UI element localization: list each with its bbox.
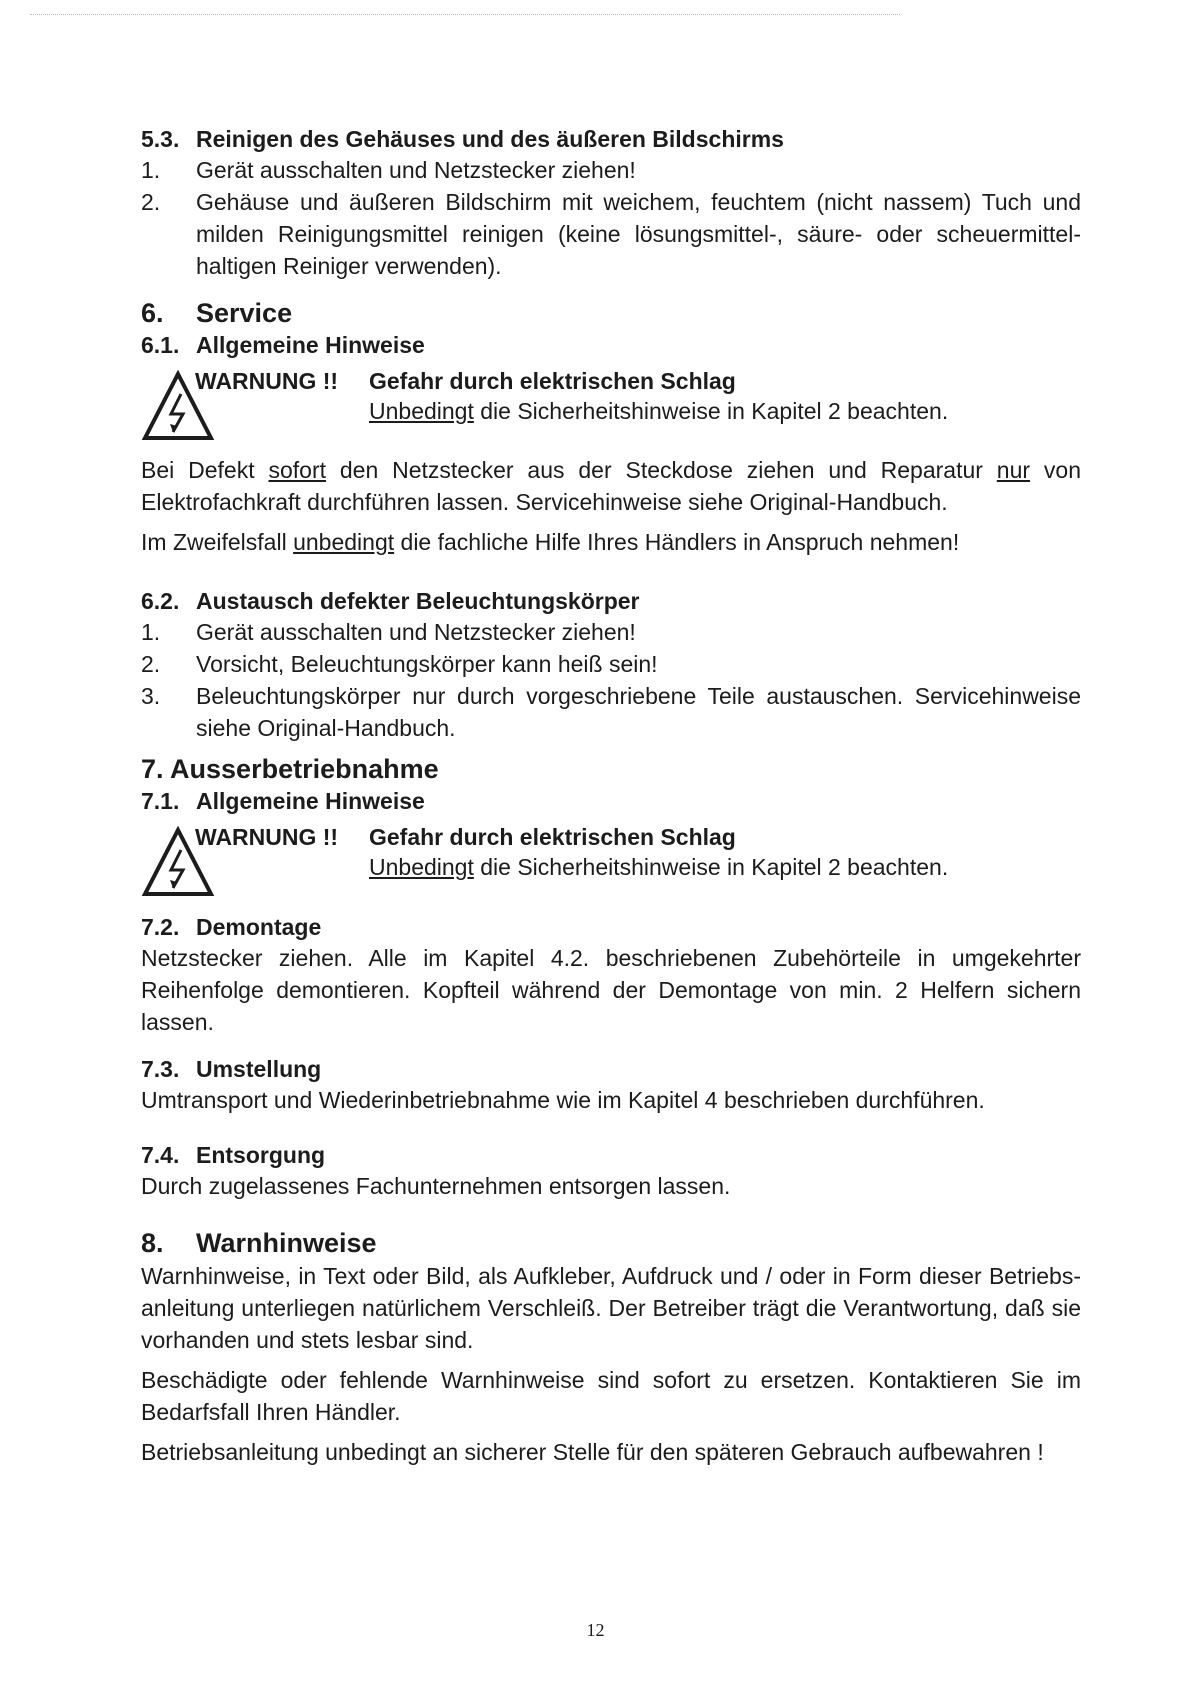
section-7-4-text: Durch zugelassenes Fachunternehmen entsorgen lassen. xyxy=(141,1173,731,1199)
section-6-paragraph-1: Bei Defekt sofort den Netzstecker aus der Steckdose ziehen und Reparatur nur von Elektrofachkraft durchführen lassen. Servicehinweise siehe Original-Handbuch. xyxy=(141,457,1082,515)
list-item: 2. Gehäuse und äußeren Bildschirm mit weichem, feuchtem (nicht nassem) Tuch und milden Reinigungsmittel reinigen (keine lösungsmittel-, säure- oder scheuermittel-haltigen Reiniger verwenden). xyxy=(141,189,1081,279)
section-6-heading: 6. Service xyxy=(141,298,293,328)
section-5-3 xyxy=(141,124,1081,282)
section-8-heading: 8. Warnhinweise xyxy=(141,1228,377,1258)
section-7-3-heading: 7.3. Umstellung xyxy=(141,1056,322,1082)
warning-box-6 xyxy=(141,366,1081,446)
section-7-2-text: Netzstecker ziehen. Alle im Kapitel 4.2. beschriebenen Zubehörteile in umgekehrter Reihenfolge demontieren. Kopfteil während der Demontage von min. 2 Helfern sichern lassen. xyxy=(141,945,1081,1035)
section-5-3-heading: 5.3. Reinigen des Gehäuses und des äußeren Bildschirms xyxy=(141,126,784,152)
section-7-4 xyxy=(141,1140,1081,1202)
section-7-2-heading: 7.2. Demontage xyxy=(141,914,322,940)
warning-title: Gefahr durch elektrischen Schlag xyxy=(369,368,736,394)
section-8-paragraph-2: Beschädigte oder fehlende Warnhinweise sind sofort zu ersetzen. Kontaktieren Sie im Bedarfsfall Ihren Händler. xyxy=(141,1367,1081,1425)
section-6-2 xyxy=(141,586,1081,744)
section-8-paragraph-3: Betriebsanleitung unbedingt an sicherer Stelle für den späteren Gebrauch aufbewahren ! xyxy=(141,1439,1044,1465)
section-6-2-heading: 6.2. Austausch defekter Beleuchtungskörper xyxy=(141,588,640,614)
section-6 xyxy=(141,296,1081,360)
section-8-paragraph-1: Warnhinweise, in Text oder Bild, als Aufkleber, Aufdruck und / oder in Form dieser Betriebs-anleitung unterliegen natürlichem Verschleiß. Der Betreiber trägt die Verantwortung, daß sie vorhanden und stets lesbar sind. xyxy=(141,1263,1081,1353)
list-item: 1. Gerät ausschalten und Netzstecker ziehen! xyxy=(141,619,636,645)
list-item: 2. Vorsicht, Beleuchtungskörper kann heiß sein! xyxy=(141,651,658,677)
section-7-heading: 7. Ausserbetriebnahme xyxy=(141,754,439,784)
page-number: 12 xyxy=(586,1620,605,1640)
section-7-3-text: Umtransport und Wiederinbetriebnahme wie im Kapitel 4 beschrieben durchführen. xyxy=(141,1087,985,1113)
warning-title: Gefahr durch elektrischen Schlag xyxy=(369,824,736,850)
section-7-4-heading: 7.4. Entsorgung xyxy=(141,1142,326,1168)
section-6-1-heading: 6.1. Allgemeine Hinweise xyxy=(141,332,425,358)
warning-text: Unbedingt die Sicherheitshinweise in Kapitel 2 beachten. xyxy=(369,398,949,424)
section-7-2 xyxy=(141,912,1081,1038)
section-7-3 xyxy=(141,1054,1081,1116)
warning-text: Unbedingt die Sicherheitshinweise in Kapitel 2 beachten. xyxy=(369,854,949,880)
section-7 xyxy=(141,752,1081,816)
section-7-1-heading: 7.1. Allgemeine Hinweise xyxy=(141,788,425,814)
section-6-paragraph-2: Im Zweifelsfall unbedingt die fachliche Hilfe Ihres Händlers in Anspruch nehmen! xyxy=(141,529,960,555)
list-item: 1. Gerät ausschalten und Netzstecker ziehen! xyxy=(141,157,636,183)
scan-artifact-line xyxy=(30,14,900,15)
warning-label: WARNUNG !! xyxy=(195,824,339,850)
warning-label: WARNUNG !! xyxy=(195,368,339,394)
list-item: 3. Beleuchtungskörper nur durch vorgeschriebene Teile austauschen. Servicehinweise siehe Original-Handbuch. xyxy=(141,683,1081,741)
section-8 xyxy=(141,1226,1081,1468)
warning-box-7 xyxy=(141,822,1081,902)
